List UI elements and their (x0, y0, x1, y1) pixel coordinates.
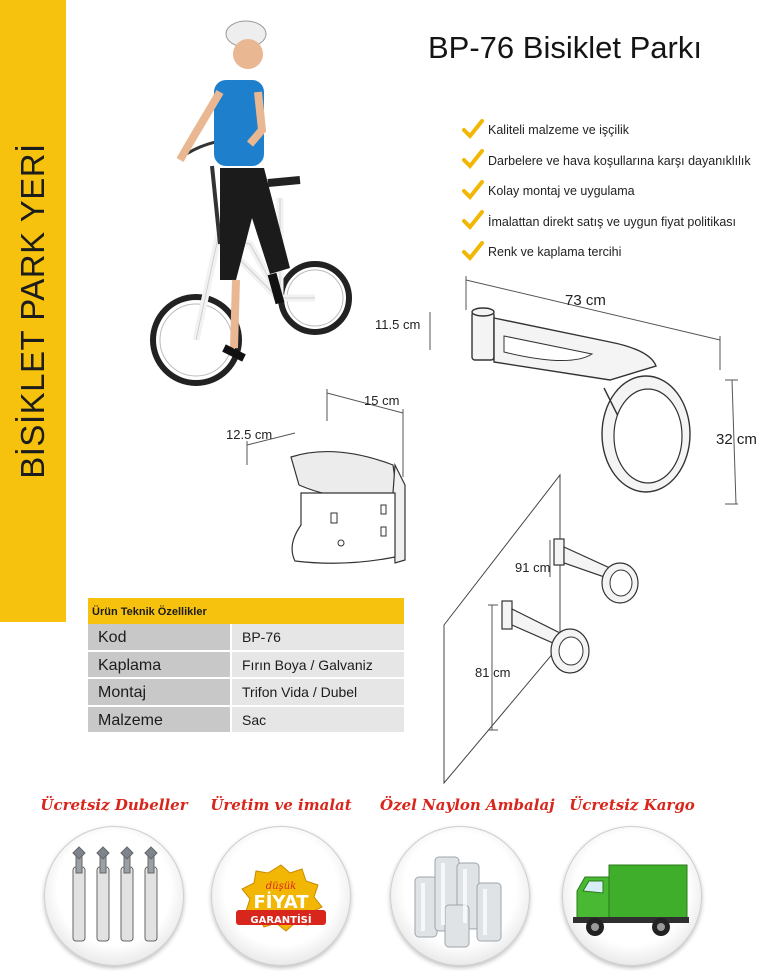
feature-item: Kaliteli malzeme ve işçilik (462, 115, 751, 146)
spec-table-header: Ürün Teknik Özellikler (88, 598, 404, 624)
wall-mount-drawing (440, 465, 640, 785)
spec-key: Montaj (88, 679, 230, 705)
dim-length: 73 cm (565, 292, 606, 309)
feature-item: Darbelere ve hava koşullarına karşı dayanıklılık (462, 146, 751, 177)
spec-row (88, 707, 404, 735)
circle-image (390, 826, 530, 966)
spec-row (88, 652, 404, 680)
bottom-label: Ücretsiz Kargo (569, 796, 695, 814)
dim-height: 32 cm (716, 431, 757, 448)
spec-key: Kod (88, 624, 230, 650)
bottom-item-kargo (552, 796, 712, 966)
circle-image (211, 826, 351, 966)
spec-value: Trifon Vida / Dubel (230, 679, 404, 705)
price-badge-icon (228, 863, 334, 933)
checkmark-icon (462, 241, 488, 264)
plastic-roll-icon (391, 827, 530, 966)
bottom-label: Ücretsiz Dubeller (40, 796, 188, 814)
bottom-label: Üretim ve imalat (210, 796, 352, 814)
side-band (0, 0, 66, 622)
wall-plug-icon (45, 827, 184, 966)
badge-ribbon-text: GARANTİSİ (250, 915, 312, 926)
bottom-item-uretim (201, 796, 361, 966)
checkmark-icon (462, 180, 488, 203)
dim-tube: 11.5 cm (375, 317, 421, 332)
feature-item: Kolay montaj ve uygulama (462, 176, 751, 207)
checkmark-icon (462, 149, 488, 172)
spec-value: Fırın Boya / Galvaniz (230, 652, 404, 678)
spec-row (88, 624, 404, 652)
side-title: BİSİKLET PARK YERİ (14, 143, 51, 479)
badge-small-text: düşük (265, 881, 297, 892)
badge-big-text: FİYAT (253, 892, 309, 913)
spec-value: BP-76 (230, 624, 404, 650)
dim-plate-width: 15 cm (364, 393, 400, 408)
bottom-label: Özel Naylon Ambalaj (380, 796, 555, 814)
dim-plate-depth: 12.5 cm (226, 427, 273, 442)
feature-item: İmalattan direkt satış ve uygun fiyat politikası (462, 207, 751, 238)
feature-list (462, 115, 751, 268)
truck-icon (563, 827, 702, 966)
spec-table (88, 598, 404, 734)
dim-spacing-upper: 91 cm (515, 560, 551, 575)
checkmark-icon (462, 210, 488, 233)
spec-key: Malzeme (88, 707, 230, 733)
checkmark-icon (462, 119, 488, 142)
circle-image (44, 826, 184, 966)
spec-value: Sac (230, 707, 404, 733)
plate-drawing (245, 385, 410, 580)
circle-image (562, 826, 702, 966)
feature-item: Renk ve kaplama tercihi (462, 237, 751, 268)
bottom-item-ambalaj (380, 796, 555, 966)
page-title: BP-76 Bisiklet Parkı (428, 30, 702, 65)
spec-row (88, 679, 404, 707)
bottom-item-dubeller (34, 796, 194, 966)
cyclist-photo (140, 18, 370, 403)
dim-spacing-lower: 81 cm (475, 665, 511, 680)
spec-key: Kaplama (88, 652, 230, 678)
